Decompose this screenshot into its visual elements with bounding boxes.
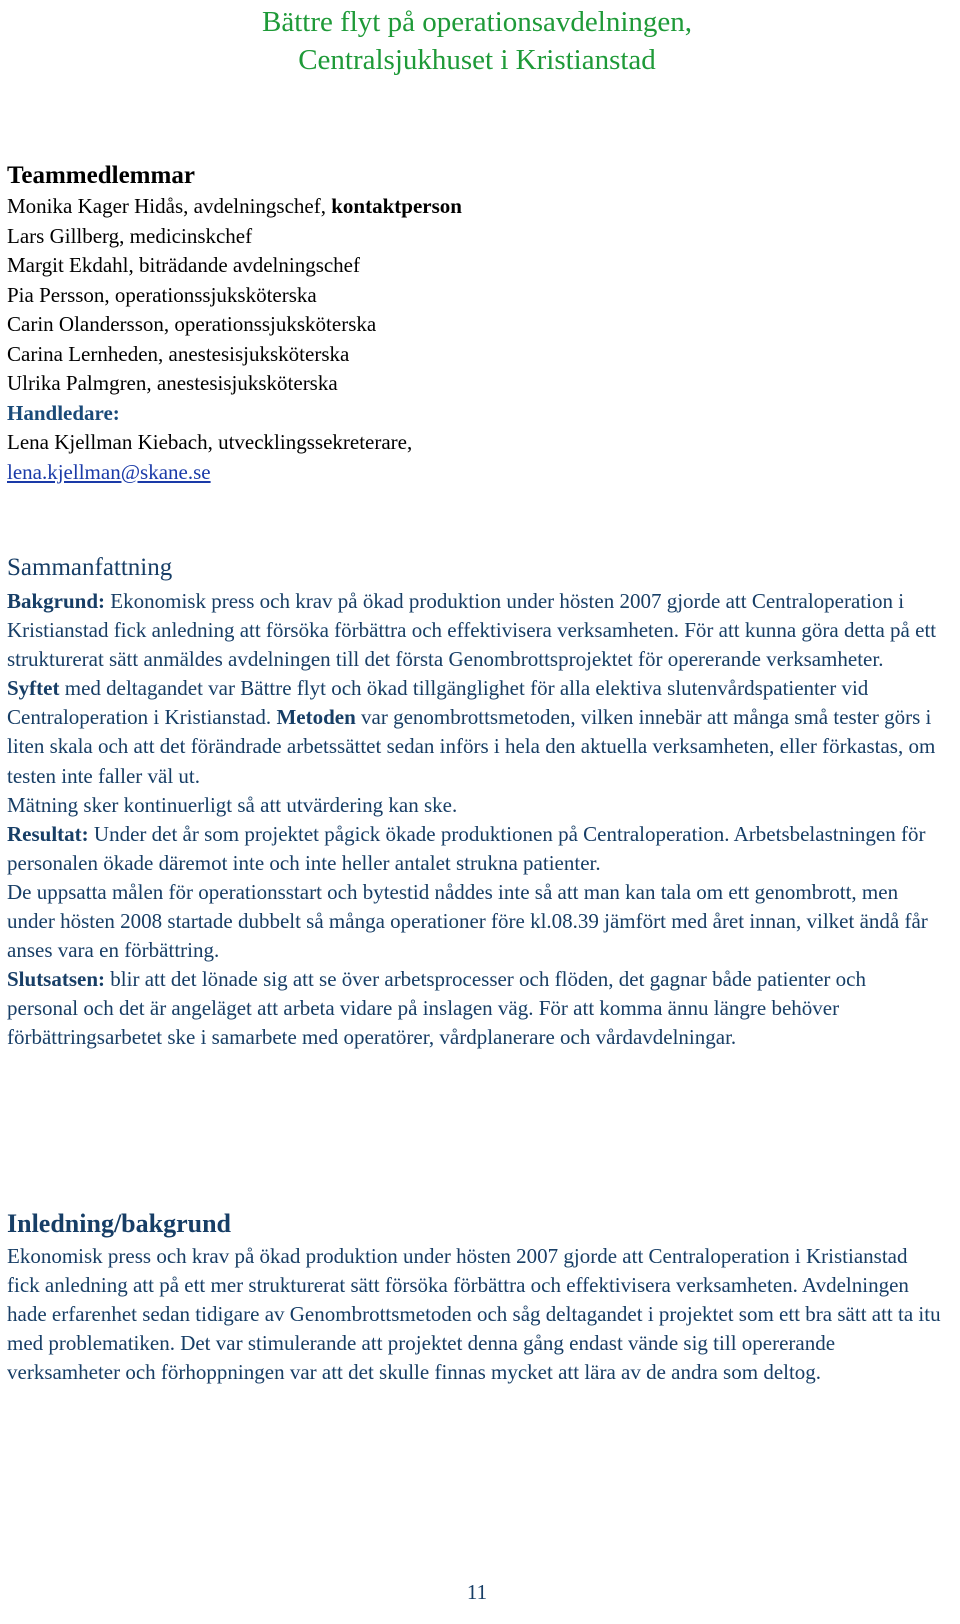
- team-member: Margit Ekdahl, biträdande avdelningschef: [7, 253, 361, 277]
- document-title: [7, 3, 947, 79]
- bakgrund-label: Bakgrund:: [7, 589, 106, 613]
- title-line-1: Bättre flyt på operationsavdelningen,: [261, 6, 693, 38]
- intro-paragraph: Ekonomisk press och krav på ökad produktion under hösten 2007 gjorde att Centraloperation i Kristianstad fick anledning att på ett mer strukturerat sätt försöka förbättra och effektivisera verksamheten. Avdelningen hade erfarenhet sedan tidigare av Genombrottsmetoden och såg deltagandet i projektet som ett bra sätt att ta itu med problematiken. Det var stimulerande att projektet denna gång endast vände sig till opererande verksamheter och förhoppningen var att det skulle finnas mycket att lära av de andra som deltog.: [7, 1244, 941, 1385]
- resultat-label: Resultat:: [7, 821, 89, 846]
- team-member: Lars Gillberg, medicinskchef: [7, 223, 253, 248]
- summary-heading: Sammanfattning: [7, 554, 173, 581]
- contact-role: kontaktperson: [331, 194, 462, 218]
- team-member: Carin Olandersson, operationssjuksköterska: [7, 312, 377, 336]
- handledare-label: Handledare:: [7, 400, 120, 425]
- intro-heading: Inledning/bakgrund: [7, 1209, 232, 1238]
- slutsatsen-paragraph: [7, 965, 942, 1052]
- team-contact: [7, 192, 937, 222]
- syftet-paragraph: [7, 674, 942, 790]
- bakgrund-paragraph: [7, 587, 942, 674]
- intro-section: [7, 1208, 942, 1387]
- bakgrund-text: Ekonomisk press och krav på ökad produktion under hösten 2007 gjorde att Centraloperation i Kristianstad fick anledning att försöka förbättra och effektivisera verksamheten. För att kunna göra detta på ett strukturerat sätt anmäldes avdelningen till det första Genombrottsprojektet för opererande verksamheter.: [7, 589, 937, 672]
- summary-section: [7, 553, 942, 1053]
- team-member: Ulrika Palmgren, anestesisjuksköterska: [7, 371, 338, 395]
- mal-paragraph: De uppsatta målen för operationsstart och bytestid nåddes inte så att man kan tala om ett genombrott, men under hösten 2008 startade dubbelt så många operationer före kl.08.39 jämfört med året innan, vilket ändå får anses vara en förbättring.: [7, 879, 928, 963]
- metoden-text: var genombrottsmetoden, vilken innebär att många små tester görs i liten skala och att det förändrade arbetssättet sedan införs i hela den aktuella verksamheten, eller förkastas, om testen inte faller väl ut.: [7, 705, 936, 788]
- syftet-label: Syftet: [7, 676, 60, 701]
- matning-paragraph: Mätning sker kontinuerligt så att utvärdering kan ske.: [7, 792, 458, 817]
- team-member: Carina Lernheden, anestesisjuksköterska: [7, 341, 350, 366]
- title-line-2: Centralsjukhuset i Kristianstad: [298, 44, 656, 76]
- resultat-text: Under det år som projektet pågick ökade produktionen på Centraloperation. Arbetsbelastningen för personalen ökade däremot inte och inte heller antalet strukna patienter.: [7, 821, 926, 875]
- slutsatsen-label: Slutsatsen:: [7, 967, 106, 992]
- resultat-paragraph: [7, 820, 942, 878]
- contact-name: Monika Kager Hidås, avdelningschef,: [7, 194, 332, 218]
- team-section: [7, 160, 937, 487]
- page-number: 11: [466, 1580, 488, 1604]
- handledare-name: Lena Kjellman Kiebach, utvecklingssekreterare,: [7, 430, 413, 454]
- syftet-text: med deltagandet var Bättre flyt och ökad tillgänglighet för alla elektiva slutenvårdspatienter vid Centraloperation i Kristianstad.: [7, 676, 869, 730]
- handledare-email-link[interactable]: lena.kjellman@skane.se: [7, 459, 211, 484]
- team-member: Pia Persson, operationssjuksköterska: [7, 282, 317, 307]
- metoden-label: Metoden: [276, 705, 356, 730]
- team-heading: Teammedlemmar: [7, 162, 195, 189]
- slutsatsen-text: blir att det lönade sig att se över arbetsprocesser och flöden, det gagnar både patienter och personal och det är angeläget att arbeta vidare på inslagen väg. För att komma ännu längre behöver förbättringsarbetet ske i samarbete med operatörer, vårdplanerare och vårdavdelningar.: [7, 967, 866, 1050]
